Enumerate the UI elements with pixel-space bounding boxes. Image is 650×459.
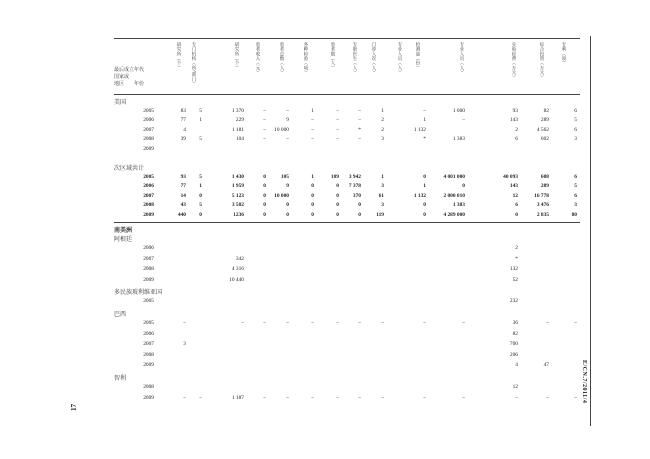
table-cell: 5 (199, 136, 202, 143)
table-cell: – (263, 108, 266, 114)
column-header: 综合投资（万元） (540, 42, 545, 80)
table-cell: 2 835 (536, 211, 549, 218)
table-cell: 3 (381, 136, 384, 143)
table-cell: 7 378 (348, 183, 361, 190)
table-cell: 6 (574, 108, 577, 114)
column-header: 专利（项） (562, 42, 567, 66)
column-header: 患者数（人） (331, 42, 336, 71)
table-row (0, 265, 650, 274)
region-title: 南美洲 (114, 228, 133, 234)
table-cell: 3 (574, 136, 577, 143)
table-cell: – (311, 126, 314, 133)
table-cell: 2 (515, 245, 518, 251)
table-cell: 4 (515, 362, 518, 369)
table-cell: 143 (509, 117, 518, 124)
table-cell: 0 (423, 202, 426, 209)
table-cell: 608 (540, 174, 549, 180)
table-cell: 1 (381, 108, 384, 114)
table-row (0, 297, 650, 306)
table-cell: 9 (286, 117, 289, 124)
country-title: 巴西 (114, 312, 127, 318)
table-cell: 109 (330, 174, 339, 180)
table-cell: – (381, 320, 384, 326)
table-row (0, 330, 650, 339)
table-cell: 6 (515, 202, 518, 209)
table-cell: 1 (311, 108, 314, 114)
table-row (0, 192, 650, 201)
page-number: 17 (70, 404, 78, 411)
table-cell: 143 (509, 183, 518, 190)
table-cell: 52 (512, 276, 518, 283)
table-cell: 0 (311, 202, 314, 209)
table-cell: 12 (512, 384, 518, 390)
table-cell: – (546, 394, 549, 401)
table-cell: 0 (423, 174, 426, 180)
table-cell: 1 000 (452, 108, 465, 114)
table-cell: 39 (180, 136, 186, 143)
table-cell: 0 (336, 183, 339, 190)
year-cell: 2007 (143, 192, 154, 199)
table-row (0, 394, 650, 403)
table-cell: 1 132 (413, 126, 426, 133)
table-cell: * (423, 136, 426, 143)
year-cell: 2008 (143, 202, 154, 209)
table-cell: 3 476 (536, 202, 549, 209)
table-cell: – (199, 394, 202, 401)
table-cell: 61 (378, 192, 384, 199)
table-cell: – (286, 136, 289, 143)
table-row (0, 276, 650, 285)
table-cell: 0 (263, 174, 266, 180)
table-row (0, 255, 650, 264)
table-row (0, 319, 650, 328)
table-cell: 2 (381, 126, 384, 133)
table-cell: 36 (512, 320, 518, 326)
table-cell: 0 (263, 192, 266, 199)
column-header: 专业人员（人） (398, 42, 403, 75)
table-cell: 0 (311, 211, 314, 218)
year-cell: 2009 (143, 145, 154, 152)
table-cell: – (574, 320, 577, 326)
table-row (0, 145, 650, 154)
table-cell: – (336, 126, 339, 133)
table-cell: 77 (180, 117, 186, 124)
table-cell: 1 132 (413, 192, 426, 199)
table-cell: 93 (180, 174, 186, 180)
table-cell: 0 (515, 211, 518, 218)
year-cell: 2006 (143, 183, 154, 190)
table-cell: 3 (381, 202, 384, 209)
column-header: 专业人员（人） (460, 42, 465, 75)
table-cell: – (311, 117, 314, 124)
table-cell: 0 (263, 211, 266, 218)
table-row (0, 135, 650, 144)
table-cell: 104 (235, 136, 244, 143)
table-cell: 14 (180, 192, 186, 199)
table-cell: 0 (199, 211, 202, 218)
table-cell: 1 (423, 183, 426, 190)
year-cell: 2009 (143, 394, 154, 401)
table-cell: – (462, 117, 465, 124)
table-cell: 3 942 (348, 174, 361, 180)
table-cell: 4 316 (231, 266, 244, 273)
year-cell: 2008 (143, 136, 154, 143)
table-cell: 6 (574, 174, 577, 180)
table-cell: 602 (540, 136, 549, 143)
table-row (0, 340, 650, 349)
year-cell: 2005 (143, 174, 154, 180)
year-cell: 2009 (143, 276, 154, 283)
table-cell: 2 000 010 (443, 192, 465, 199)
table-row (0, 201, 650, 210)
table-cell: 700 (509, 341, 518, 348)
table-cell: – (515, 394, 518, 401)
table-cell: – (423, 394, 426, 401)
table-cell: 0 (311, 192, 314, 199)
table-cell: 83 (180, 108, 186, 114)
table-cell: – (183, 320, 186, 326)
table-cell: 0 (311, 183, 314, 190)
table-cell: 10 440 (229, 276, 244, 283)
table-cell: – (336, 108, 339, 114)
table-cell: – (263, 117, 266, 124)
table-row (0, 116, 650, 125)
table-cell: 0 (199, 192, 202, 199)
table-cell: – (381, 394, 384, 401)
year-cell: 2009 (143, 211, 154, 218)
table-cell: 6 (515, 136, 518, 143)
table-cell: 43 (180, 202, 186, 209)
table-row (0, 351, 650, 360)
table-cell: – (263, 136, 266, 143)
column-header: 患者收入（元） (256, 42, 261, 75)
year-cell: 2006 (143, 117, 154, 124)
table-cell: 1 383 (452, 202, 465, 209)
table-cell: – (423, 320, 426, 326)
table-cell: * (515, 255, 518, 262)
table-cell: – (311, 320, 314, 326)
table-cell: 5 (574, 183, 577, 190)
table-cell: 16 778 (534, 192, 549, 199)
table-cell: 1 (423, 117, 426, 124)
table-cell: 2 (381, 117, 384, 124)
column-header: 研究所（个） (235, 42, 240, 71)
country-title: 阿根廷 (114, 237, 133, 243)
year-cell: 2009 (143, 362, 154, 369)
table-cell: 1 (381, 174, 384, 180)
table-cell: 0 (286, 202, 289, 209)
table-cell: – (336, 394, 339, 401)
table-cell: 4 (183, 126, 186, 133)
table-cell: 229 (235, 117, 244, 124)
table-cell: 93 (512, 108, 518, 114)
section-title: 美国 (114, 100, 127, 106)
table-cell: 342 (235, 255, 244, 262)
table-cell: – (183, 394, 186, 401)
table-row (0, 244, 650, 253)
table-cell: 4 562 (536, 126, 549, 133)
table-cell: 105 (280, 174, 289, 180)
table-cell: 5 (199, 202, 202, 209)
table-cell: 206 (509, 351, 518, 358)
table-cell: 132 (509, 266, 518, 273)
table-cell: 47 (543, 362, 549, 369)
header-left-label: 国家或 (114, 75, 130, 80)
document-code: E/CN.7/2011/4 (581, 360, 587, 404)
table-cell: 0 (286, 211, 289, 218)
table-cell: 1 181 (231, 126, 244, 133)
table-row (0, 383, 650, 392)
year-cell: 2007 (143, 341, 154, 348)
table-cell: – (241, 320, 244, 326)
table-cell: – (286, 394, 289, 401)
table-cell: 4 001 000 (443, 174, 465, 180)
year-cell: 2005 (143, 320, 154, 326)
country-title: 多民族玻利维亚国 (114, 290, 163, 297)
table-cell: 1 383 (452, 136, 465, 143)
table-cell: – (358, 136, 361, 143)
year-cell: 2008 (143, 384, 154, 390)
table-cell: * (358, 126, 361, 133)
table-cell: – (462, 394, 465, 401)
table-cell: 1 (199, 117, 202, 124)
table-cell: – (358, 320, 361, 326)
table-cell: – (336, 320, 339, 326)
table-cell: – (263, 394, 266, 401)
table-cell: 3 (381, 183, 384, 190)
table-cell: 1 (311, 174, 314, 180)
table-cell: 0 (358, 211, 361, 218)
header-bottom-rule (114, 94, 580, 95)
table-cell: – (311, 136, 314, 143)
year-cell: 2005 (143, 298, 154, 305)
table-cell: 1236 (233, 211, 244, 218)
table-cell: – (286, 320, 289, 326)
table-cell: 0 (336, 211, 339, 218)
year-cell: 2005 (143, 108, 154, 114)
table-cell: – (423, 108, 426, 114)
column-header: 实验经费（万元） (512, 42, 517, 80)
table-cell: 1 959 (231, 183, 244, 190)
table-cell: 2 (515, 126, 518, 133)
table-cell: 82 (512, 330, 518, 337)
table-cell: 3 (183, 341, 186, 348)
table-cell: 0 (263, 183, 266, 190)
table-cell: – (462, 320, 465, 326)
table-cell: 40 093 (503, 174, 518, 180)
table-cell: 12 (512, 192, 518, 199)
table-cell: 440 (177, 211, 186, 218)
table-cell: 0 (336, 202, 339, 209)
table-cell: 5 (199, 108, 202, 114)
table-cell: – (574, 394, 577, 401)
table-cell: 232 (509, 298, 518, 305)
column-header: 专职医生（人） (353, 42, 358, 75)
section-title: 次区域共计 (114, 166, 145, 172)
table-cell: 5 123 (231, 192, 244, 199)
table-cell: 0 (358, 202, 361, 209)
table-cell: 5 (199, 174, 202, 180)
table-row (0, 182, 650, 191)
table-cell: 10 000 (274, 192, 289, 199)
table-cell: – (358, 108, 361, 114)
header-left-label: 地区 年份 (114, 82, 145, 87)
table-cell: 370 (352, 192, 361, 199)
year-cell: 2007 (143, 255, 154, 262)
top-rule (114, 38, 580, 39)
column-header: 各种检验（项） (304, 42, 309, 75)
table-cell: 0 (336, 192, 339, 199)
table-cell: 1 370 (231, 108, 244, 114)
table-cell: 119 (376, 211, 384, 218)
table-row (0, 211, 650, 220)
table-row (0, 107, 650, 116)
table-row (0, 361, 650, 370)
table-cell: 3 (574, 202, 577, 209)
table-cell: 289 (540, 117, 549, 124)
year-cell: 2008 (143, 351, 154, 358)
table-cell: 9 (286, 183, 289, 190)
table-cell: 10 000 (274, 126, 289, 133)
table-cell: – (263, 320, 266, 326)
table-cell: 0 (423, 211, 426, 218)
table-cell: 82 (543, 108, 549, 114)
table-cell: 0 (462, 183, 465, 190)
table-cell: – (263, 126, 266, 133)
table-row (0, 173, 650, 182)
table-cell: 77 (180, 183, 186, 190)
table-cell: 6 (574, 126, 577, 133)
country-title: 智利 (114, 376, 127, 382)
column-header: 患者总数（人） (280, 42, 285, 75)
table-cell: – (286, 108, 289, 114)
column-header: 专门机构（所/部门） (192, 42, 197, 86)
table-cell: 0 (263, 202, 266, 209)
table-cell: – (336, 136, 339, 143)
column-header: 检测量（份） (416, 42, 421, 71)
table-cell: – (311, 394, 314, 401)
column-header: 门诊人次（人） (372, 42, 377, 75)
table-cell: 5 (574, 117, 577, 124)
table-cell: 1 (199, 183, 202, 190)
header-left-label: 最后成立年代 (114, 68, 145, 73)
table-cell: – (358, 117, 361, 124)
year-cell: 2007 (143, 126, 154, 133)
table-cell: 1 430 (231, 174, 244, 180)
section-rule (114, 222, 580, 223)
year-cell: 2008 (143, 266, 154, 273)
table-cell: 1 187 (231, 394, 244, 401)
table-row (0, 126, 650, 135)
table-cell: 289 (540, 183, 549, 190)
table-cell: 3 502 (231, 202, 244, 209)
table-cell: 4 289 000 (443, 211, 465, 218)
table-cell: – (358, 394, 361, 401)
column-header: 研究所（个） (177, 42, 182, 71)
table-cell: 80 (571, 211, 577, 218)
year-cell: 2006 (143, 330, 154, 337)
table-cell: – (546, 320, 549, 326)
table-cell: 6 (574, 192, 577, 199)
year-cell: 2006 (143, 245, 154, 251)
table-cell: – (336, 117, 339, 124)
